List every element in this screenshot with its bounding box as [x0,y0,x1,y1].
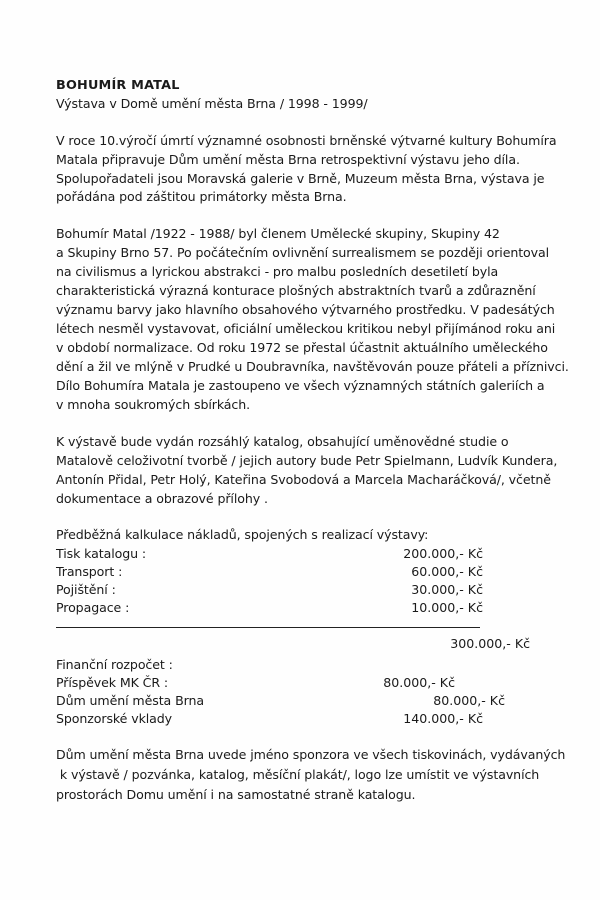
total-divider [56,627,480,628]
text-line: Matalově celoživotní tvorbě / jejich autory bude Petr Spielmann, Ludvík Kundera, [56,453,558,468]
document-subtitle: Výstava v Domě umění města Brna / 1998 - 1999/ [56,96,368,111]
cost-amount: 10.000,- Kč [411,600,483,615]
text-line: Bohumír Matal /1922 - 1988/ byl členem Umělecké skupiny, Skupiny 42 [56,226,500,241]
cost-amount: 60.000,- Kč [411,564,483,579]
text-line: Dům umění města Brna uvede jméno sponzora ve všech tiskovinách, vydávaných [56,747,566,762]
text-line: a Skupiny Brno 57. Po počátečním ovlivnění surrealismem se později orientoval [56,245,550,260]
cost-total: 300.000,- Kč [450,636,530,651]
budget-label: Příspěvek MK ČR : [56,675,169,690]
text-line: Matala připravuje Dům umění města Brna retrospektivní výstavu jeho díla. [56,152,520,167]
budget-amount: 80.000,- Kč [383,675,455,690]
cost-amount: 30.000,- Kč [411,582,483,597]
cost-label: Pojištění : [56,582,116,597]
text-line: k výstavě / pozvánka, katalog, měsíční plakát/, logo lze umístit ve výstavních [56,767,540,782]
text-line: dění a žil ve mlýně v Prudké u Doubravníka, navštěvován pouze přáteli a příznivci. [56,359,569,374]
cost-heading: Předběžná kalkulace nákladů, spojených s realizací výstavy: [56,527,429,542]
text-line: dokumentace a obrazové přílohy . [56,491,268,506]
document-title: BOHUMÍR MATAL [56,78,180,93]
cost-amount: 200.000,- Kč [403,546,483,561]
cost-label: Transport : [56,564,123,579]
budget-label: Dům umění města Brna [56,693,204,708]
budget-heading: Finanční rozpočet : [56,657,173,672]
text-line: Dílo Bohumíra Matala je zastoupeno ve všech významných státních galeriích a [56,378,545,393]
text-line: Spolupořadateli jsou Moravská galerie v Brně, Muzeum města Brna, výstava je [56,171,545,186]
text-line: K výstavě bude vydán rozsáhlý katalog, obsahující uměnovědné studie o [56,434,509,449]
budget-amount: 140.000,- Kč [403,711,483,726]
text-line: v období normalizace. Od roku 1972 se přestal účastnit aktuálního uměleckého [56,340,548,355]
cost-label: Tisk katalogu : [56,546,147,561]
cost-label: Propagace : [56,600,130,615]
budget-amount: 80.000,- Kč [433,693,505,708]
text-line: pořádána pod záštitou primátorky města Brna. [56,189,347,204]
text-line: v mnoha soukromých sbírkách. [56,397,251,412]
text-line: významu barvy jako hlavního obsahového výtvarného prostředku. V padesátých [56,302,555,317]
text-line: V roce 10.výročí úmrtí významné osobnosti brněnské výtvarné kultury Bohumíra [56,133,557,148]
budget-label: Sponzorské vklady [56,711,173,726]
text-line: prostorách Domu umění i na samostatné straně katalogu. [56,787,416,802]
text-line: létech nesměl vystavovat, oficiální uměleckou kritikou nebyl přijímánod roku ani [56,321,556,336]
text-line: charakteristická výrazná konturace plošných abstraktních tvarů a zdůraznění [56,283,536,298]
text-line: Antonín Přidal, Petr Holý, Kateřina Svobodová a Marcela Macharáčková/, včetně [56,472,551,487]
text-line: na civilismus a lyrickou abstrakci - pro malbu posledních desetiletí byla [56,264,499,279]
